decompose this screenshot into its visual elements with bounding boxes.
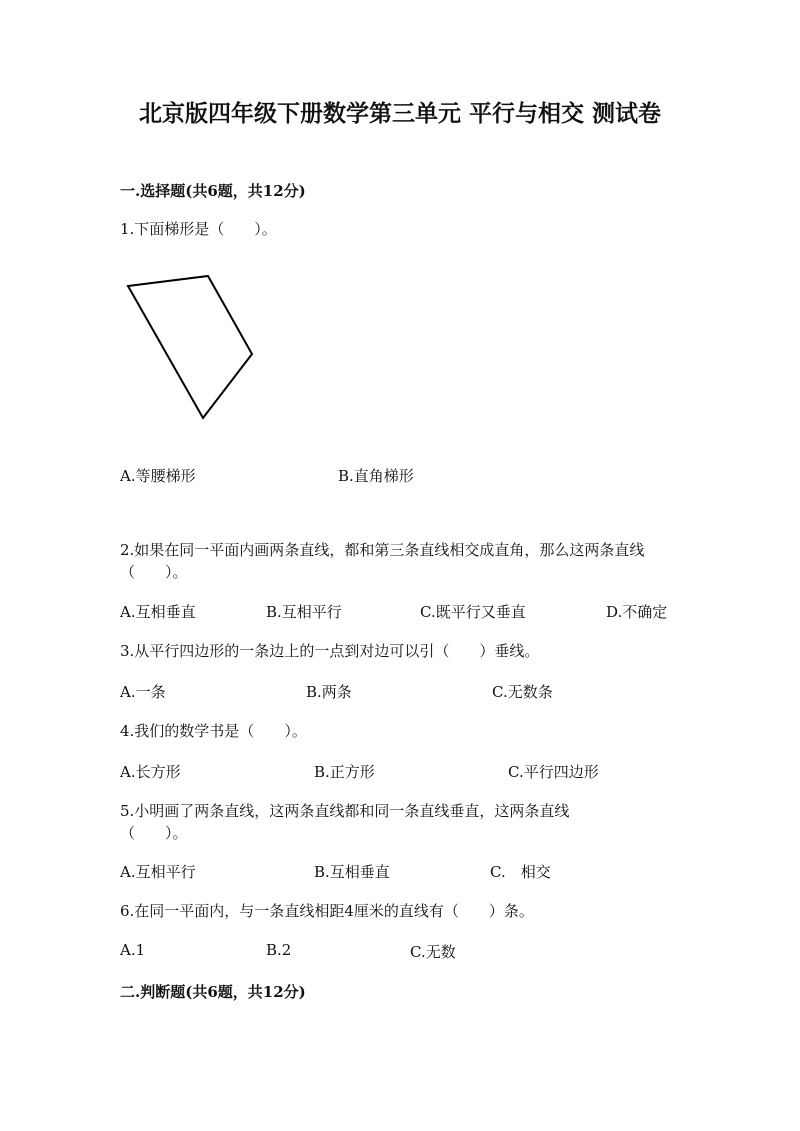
q1-option-b[interactable]: B.直角梯形 [338,467,414,485]
q2-option-a[interactable]: A.互相垂直 [120,603,196,621]
q6-option-b[interactable]: B.2 [266,941,292,959]
question-6: 6.在同一平面内，与一条直线相距4厘米的直线有（ ）条。 [120,902,534,920]
question-3: 3.从平行四边形的一条边上的一点到对边可以引（ ）垂线。 [120,642,540,660]
section-heading-choice: 一.选择题(共6题，共12分) [120,182,306,200]
question-4: 4.我们的数学书是（ ）。 [120,722,307,740]
q2-option-c[interactable]: C.既平行又垂直 [420,603,526,621]
q6-option-c[interactable]: C.无数 [410,943,456,961]
q4-option-c[interactable]: C.平行四边形 [508,763,599,781]
question-2: 2.如果在同一平面内画两条直线，都和第三条直线相交成直角，那么这两条直线（ ）。 [120,541,645,581]
section-heading-judge: 二.判断题(共6题，共12分) [120,983,306,1001]
q4-option-a[interactable]: A.长方形 [120,763,181,781]
q3-option-b[interactable]: B.两条 [306,683,352,701]
q6-option-a[interactable]: A.1 [120,941,146,959]
q3-option-c[interactable]: C.无数条 [492,683,553,701]
q4-option-b[interactable]: B.正方形 [314,763,375,781]
q5-option-c[interactable]: C. 相交 [490,863,551,881]
q1-option-a[interactable]: A.等腰梯形 [120,467,196,485]
question-5: 5.小明画了两条直线，这两条直线都和同一条直线垂直，这两条直线（ ）。 [120,802,570,842]
q5-option-a[interactable]: A.互相平行 [120,863,196,881]
page-title: 北京版四年级下册数学第三单元 平行与相交 测试卷 [138,100,661,127]
q2-option-d[interactable]: D.不确定 [606,603,668,621]
trapezoid-figure [120,268,260,424]
q3-option-a[interactable]: A.一条 [120,683,166,701]
question-1: 1.下面梯形是（ ）。 [120,220,277,238]
q2-option-b[interactable]: B.互相平行 [266,603,342,621]
q5-option-b[interactable]: B.互相垂直 [314,863,390,881]
